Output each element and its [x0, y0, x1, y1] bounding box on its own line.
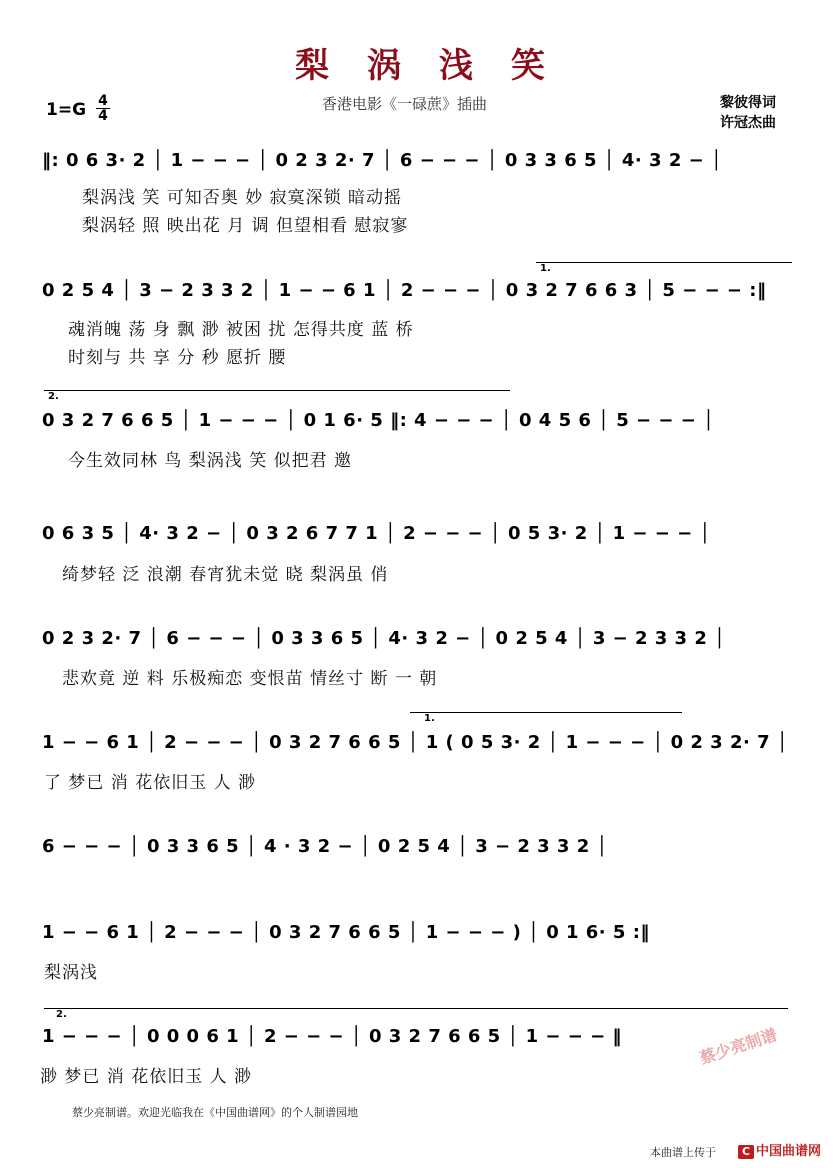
composer: 许冠杰曲 [720, 115, 776, 131]
volta-label: 1. [540, 263, 551, 274]
subtitle: 香港电影《一碌蔗》插曲 [322, 95, 488, 113]
volta-label: 2. [56, 1009, 67, 1020]
lyric-line-6: 了 梦已 消 花依旧玉 人 渺 [44, 773, 257, 793]
upload-text: 本曲谱上传于 [650, 1146, 716, 1159]
song-title: 梨涡浅笑 [295, 46, 583, 86]
site-logo[interactable] [738, 1140, 821, 1159]
volta-bracket-3 [410, 712, 682, 713]
score-line-2: 0 2 5 4 │ 3 − 2 3 3 2 │ 1 − − 6 1 │ 2 − − − │ 0 3 2 7 6 6 3 │ 5 − − − :‖ [42, 280, 767, 301]
lyric-line-5: 悲欢竟 逆 料 乐极痴恋 变恨苗 情丝寸 断 一 朝 [62, 669, 438, 689]
site-logo-text: 中国曲谱网 [756, 1144, 822, 1159]
logo-icon: C [738, 1145, 754, 1159]
volta-bracket-2 [44, 390, 510, 391]
volta-bracket-1 [536, 262, 792, 263]
score-line-9: 1 − − − │ 0 0 0 6 1 │ 2 − − − │ 0 3 2 7 6 6 5 │ 1 − − − ‖ [42, 1026, 622, 1047]
lyric-line-3: 今生效同林 鸟 梨涡浅 笑 似把君 邀 [68, 451, 353, 471]
lyric-line-4: 绮梦轻 泛 浪潮 春宵犹未觉 晓 梨涡虽 俏 [62, 565, 389, 585]
score-line-4: 0 6 3 5 │ 4· 3 2 − │ 0 3 2 6 7 7 1 │ 2 − − − │ 0 5 3· 2 │ 1 − − − │ [42, 523, 711, 544]
score-line-8: 1 − − 6 1 │ 2 − − − │ 0 3 2 7 6 6 5 │ 1 − − − ) │ 0 1 6· 5 :‖ [42, 922, 650, 943]
lyric-line-1a: 梨涡浅 笑 可知否奥 妙 寂寞深锁 暗动摇 [82, 188, 403, 208]
lyric-line-1b: 梨涡轻 照 映出花 月 调 但望相看 慰寂寥 [82, 216, 409, 236]
key-signature: 1=G [46, 100, 87, 120]
volta-label: 1. [424, 713, 435, 724]
volta-bracket-4 [44, 1008, 788, 1009]
lyric-line-2b: 时刻与 共 享 分 秒 愿折 腰 [68, 348, 287, 368]
footer-note: 蔡少亮制谱。欢迎光临我在《中国曲谱网》的个人制谱园地 [72, 1106, 358, 1119]
lyricist: 黎彼得词 [720, 95, 776, 111]
lyric-line-9: 渺 梦已 消 花依旧玉 人 渺 [40, 1067, 253, 1087]
score-line-1: ‖: 0 6 3· 2 │ 1 − − − │ 0 2 3 2· 7 │ 6 − − − │ 0 3 3 6 5 │ 4· 3 2 − │ [42, 150, 723, 171]
lyric-line-2a: 魂消魄 荡 身 飘 渺 被困 扰 怎得共度 蓝 桥 [68, 320, 414, 340]
score-line-3: 0 3 2 7 6 6 5 │ 1 − − − │ 0 1 6· 5 ‖: 4 − − − │ 0 4 5 6 │ 5 − − − │ [42, 410, 715, 431]
time-bottom: 4 [98, 108, 108, 124]
watermark: 蔡少亮制谱 [697, 1025, 780, 1068]
time-signature [96, 94, 110, 123]
lyric-line-8: 梨涡浅 [44, 963, 98, 983]
score-line-5: 0 2 3 2· 7 │ 6 − − − │ 0 3 3 6 5 │ 4· 3 2 − │ 0 2 5 4 │ 3 − 2 3 3 2 │ [42, 628, 726, 649]
score-line-7: 6 − − − │ 0 3 3 6 5 │ 4 · 3 2 − │ 0 2 5 4 │ 3 − 2 3 3 2 │ [42, 836, 608, 857]
time-top: 4 [98, 93, 108, 109]
score-line-6: 1 − − 6 1 │ 2 − − − │ 0 3 2 7 6 6 5 │ 1 ( 0 5 3· 2 │ 1 − − − │ 0 2 3 2· 7 │ [42, 732, 789, 753]
volta-label: 2. [48, 391, 59, 402]
